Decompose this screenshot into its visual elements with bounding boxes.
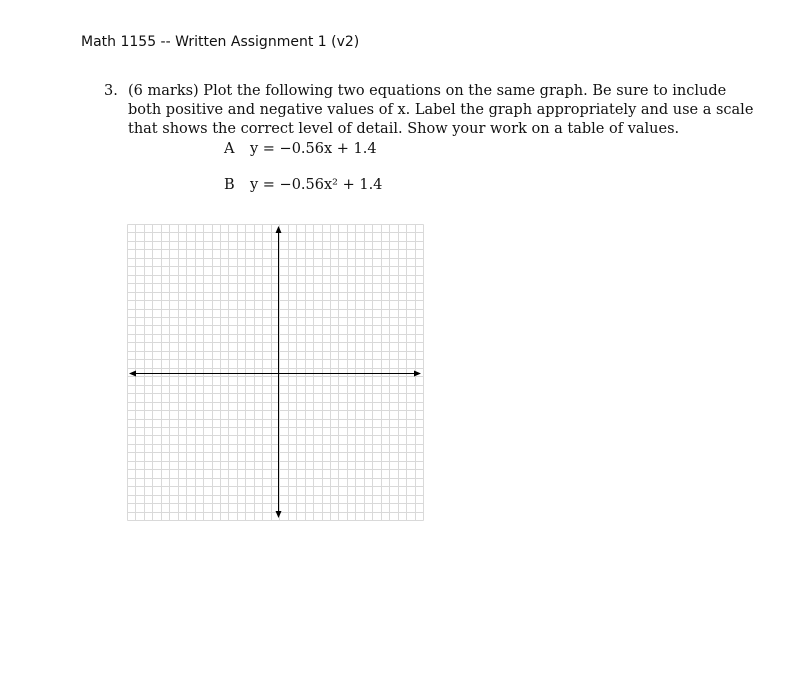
question-line-3: that shows the correct level of detail. Show your work on a table of values. (128, 121, 680, 137)
equation-a (224, 141, 377, 157)
question-line-1 (104, 82, 727, 101)
question-3 (104, 82, 754, 139)
equation-b (224, 177, 382, 193)
x-axis-left-arrow-icon (129, 371, 136, 377)
axes (129, 226, 421, 518)
equation-a-expression: y = −0.56x + 1.4 (250, 141, 377, 157)
equation-b-letter: B (224, 177, 235, 193)
y-axis-down-arrow-icon (276, 511, 282, 518)
question-line-2: both positive and negative values of x. Label the graph appropriately and use a scale (128, 102, 754, 118)
y-axis-up-arrow-icon (276, 226, 282, 233)
blank-graph-grid[interactable] (127, 224, 424, 521)
x-axis-right-arrow-icon (414, 371, 421, 377)
question-number: 3. (104, 83, 118, 99)
equation-a-letter: A (224, 141, 235, 157)
equation-b-expression: y = −0.56x² + 1.4 (250, 177, 383, 193)
grid-lines (128, 225, 424, 521)
question-text-1: (6 marks) Plot the following two equations on the same graph. Be sure to include (128, 83, 727, 99)
page-header-title: Math 1155 -- Written Assignment 1 (v2) (81, 34, 360, 50)
